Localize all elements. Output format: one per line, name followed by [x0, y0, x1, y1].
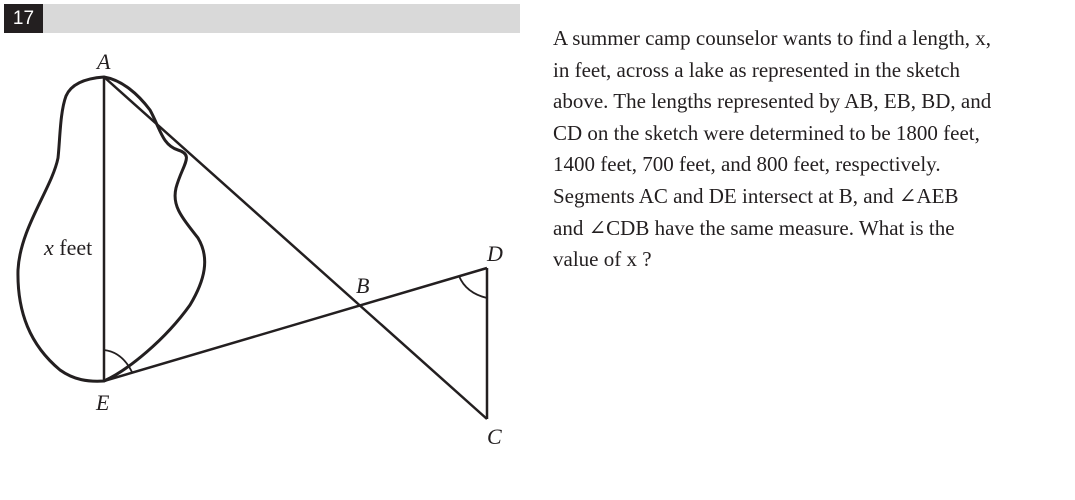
problem-line: CD on the sketch were determined to be 1800 feet,	[553, 120, 980, 145]
problem-line: 1400 feet, 700 feet, and 800 feet, respectively.	[553, 152, 941, 177]
question-number: 17	[4, 4, 43, 33]
problem-line: A summer camp counselor wants to find a length, x,	[553, 26, 991, 50]
label-c: C	[487, 424, 502, 449]
lake-outline	[18, 77, 205, 381]
label-b: B	[356, 273, 370, 298]
segment-ed	[104, 268, 487, 381]
problem-line: value of x ?	[553, 247, 652, 272]
label-e: E	[96, 390, 110, 415]
label-x-feet: x feet	[44, 235, 93, 260]
label-d: D	[487, 241, 503, 266]
figure-svg	[0, 40, 530, 460]
question-header-bar	[4, 4, 520, 33]
problem-line: Segments AC and DE intersect at B, and ∠AEB	[553, 183, 959, 208]
problem-statement	[553, 23, 1068, 276]
problem-line: above. The lengths represented by AB, EB, BD, and	[553, 89, 992, 114]
problem-paragraph	[553, 23, 1068, 276]
problem-line: in feet, across a lake as represented in the sketch	[553, 57, 960, 82]
angle-arc-d	[459, 276, 487, 298]
label-a: A	[97, 49, 111, 74]
segment-ac	[104, 77, 487, 419]
lake-figure	[0, 40, 530, 460]
problem-line: and ∠CDB have the same measure. What is the	[553, 215, 955, 240]
